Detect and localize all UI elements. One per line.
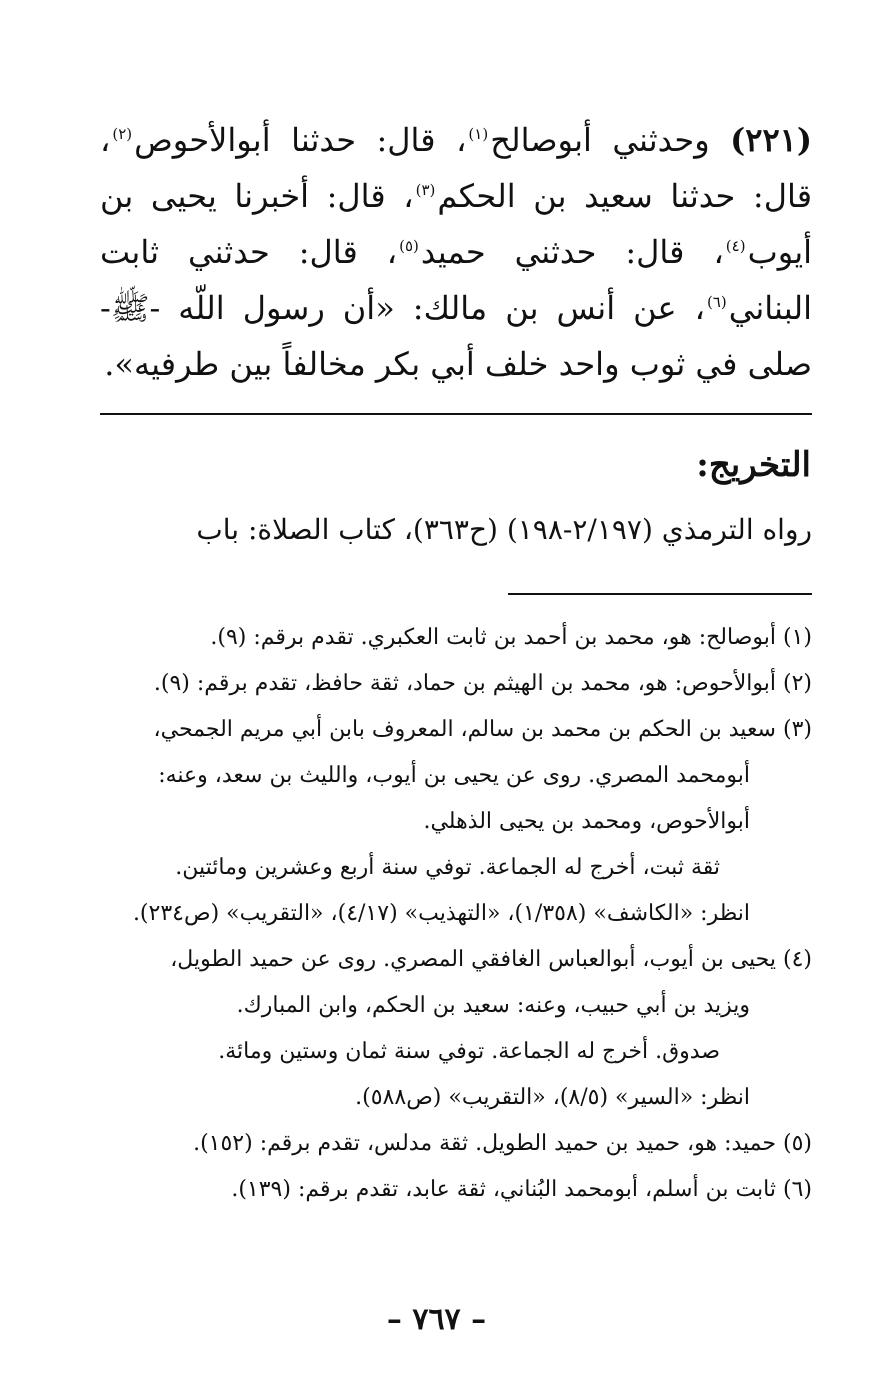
footnote-line: (١) أبوصالح: هو، محمد بن أحمد بن ثابت العكبري. تقدم برقم: (٩). xyxy=(210,625,812,650)
footnote-ref: (١) xyxy=(468,125,489,144)
takhrij-paragraph xyxy=(100,508,812,552)
footnote-line: (٦) ثابت بن أسلم، أبومحمد البُناني، ثقة عابد، تقدم برقم: (١٣٩). xyxy=(231,1177,812,1202)
section-heading: التخريج: xyxy=(696,445,811,485)
footnote-line: انظر: «الكاشف» (١/٣٥٨)، «التهذيب» (٤/١٧)، «التقريب» (ص٢٣٤). xyxy=(132,901,750,926)
takhrij-text: رواه الترمذي (٢/١٩٧-١٩٨) (ح٣٦٣)، كتاب الصلاة: باب xyxy=(196,513,812,546)
footnote-line: (٣) سعيد بن الحكم بن محمد بن سالم، المعروف بابن أبي مريم الجمحي، xyxy=(153,717,812,742)
footnote-line: ثقة ثبت، أخرج له الجماعة. توفي سنة أربع وعشرين ومائتين. xyxy=(175,855,720,880)
hadith-segment: ، قال: حدثنا أبوالأحوص xyxy=(134,121,467,159)
footnote-line: أبومحمد المصري. روى عن يحيى بن أيوب، والليث بن سعد، وعنه: xyxy=(158,763,750,788)
footnote-line: (٤) يحيى بن أيوب، أبوالعباس الغافقي المصري. روى عن حميد الطويل، xyxy=(170,947,812,972)
footnote-line: أبوالأحوص، ومحمد بن يحيى الذهلي. xyxy=(423,809,750,834)
footnotes xyxy=(100,615,812,1213)
hadith-segment: ، قال: حدثني ثابت البناني xyxy=(100,233,812,327)
footnote-line: (٢) أبوالأحوص: هو، محمد بن الهيثم بن حماد، ثقة حافظ، تقدم برقم: (٩). xyxy=(153,671,812,696)
footnote xyxy=(100,1121,812,1167)
footnote xyxy=(100,937,812,1121)
footnote-line: ويزيد بن أبي حبيب، وعنه: سعيد بن الحكم، وابن المبارك. xyxy=(236,993,750,1018)
page-number: – ٧٦٧ – xyxy=(386,1302,487,1337)
footnote-ref: (٣) xyxy=(415,181,436,200)
footnote xyxy=(100,707,812,937)
hadith-number: (٢٢١) xyxy=(730,121,812,159)
footnote xyxy=(100,661,812,707)
footnote xyxy=(100,615,812,661)
hadith-segment: ، عن أنس بن مالك: «أن رسول اللّه -ﷺ- صلى في ثوب واحد خلف أبي بكر مخالفاً بين طرفيه». xyxy=(100,289,812,383)
hadith-segment: ، قال: حدثني حميد xyxy=(420,233,724,271)
hadith-segment: وحدثني أبوصالح xyxy=(490,121,710,159)
footnote-line: صدوق. أخرج له الجماعة. توفي سنة ثمان وستين ومائة. xyxy=(218,1039,720,1064)
hadith-text xyxy=(100,112,812,392)
footnote xyxy=(100,1167,812,1213)
section-divider xyxy=(100,413,812,415)
hadith-segment: ، قال: أخبرنا يحيى بن أيوب xyxy=(100,177,813,271)
footnote-line: (٥) حميد: هو، حميد بن حميد الطويل. ثقة مدلس، تقدم برقم: (١٥٢). xyxy=(193,1131,812,1156)
footnote-divider xyxy=(508,593,812,595)
footnote-ref: (٢) xyxy=(112,125,133,144)
footnote-ref: (٥) xyxy=(399,237,419,256)
footnote-ref: (٤) xyxy=(725,237,746,256)
hadith-segment: ، قال: حدثنا سعيد بن الحكم xyxy=(100,121,812,215)
footnote-ref: (٦) xyxy=(706,293,727,312)
footnote-line: انظر: «السير» (٨/٥)، «التقريب» (ص٥٨٨). xyxy=(355,1085,750,1110)
